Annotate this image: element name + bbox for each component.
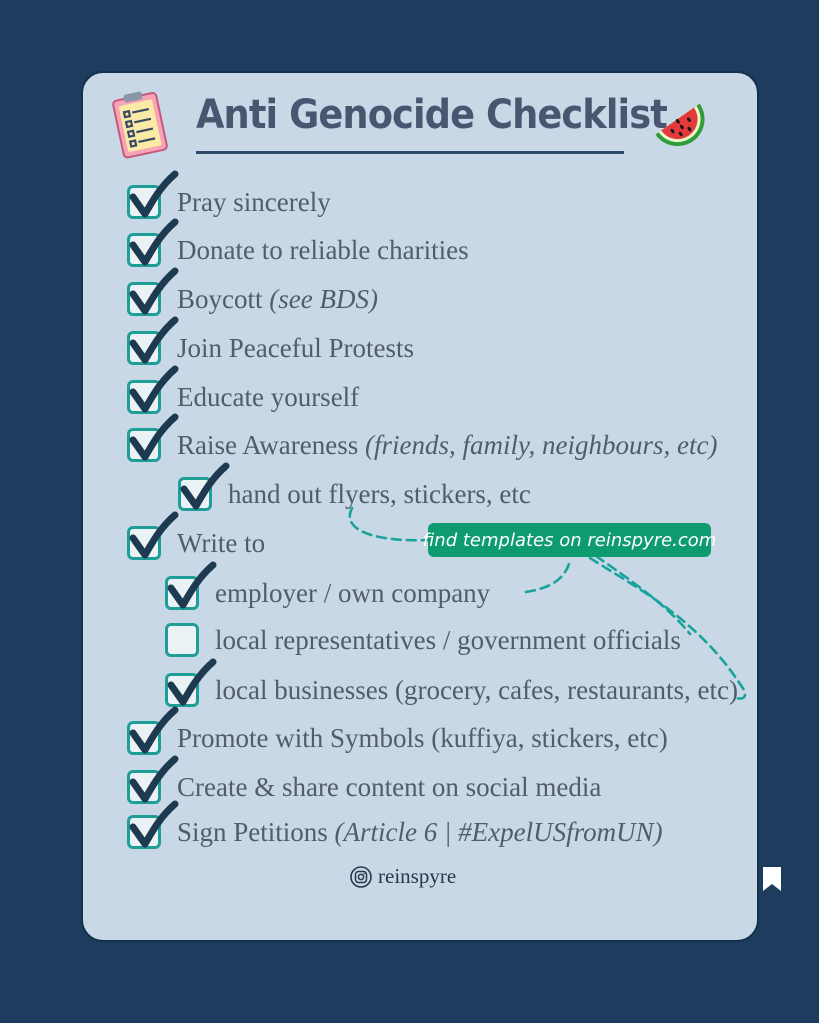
checklist-item-label — [177, 430, 717, 461]
checkbox-checked[interactable] — [127, 815, 161, 849]
instagram-handle[interactable] — [350, 864, 456, 889]
watermelon-icon — [650, 96, 712, 152]
checkbox-checked[interactable] — [127, 185, 161, 219]
checklist-item — [165, 573, 490, 613]
templates-callout[interactable]: find templates on reinspyre.com — [428, 523, 711, 557]
item-text: Write to — [177, 527, 266, 558]
checklist-item-label — [177, 382, 359, 413]
checkbox-checked[interactable] — [127, 233, 161, 267]
checklist-item-label — [177, 284, 378, 315]
checkmark-icon — [127, 413, 181, 467]
bookmark-icon[interactable] — [762, 866, 782, 892]
checkbox-checked[interactable] — [127, 380, 161, 414]
clipboard-icon — [110, 88, 172, 160]
checklist-item — [178, 474, 531, 514]
checkmark-icon — [127, 800, 181, 854]
checklist-item — [127, 377, 359, 417]
checklist-item — [127, 328, 414, 368]
checkmark-icon — [127, 170, 181, 224]
handle-text: reinspyre — [378, 864, 457, 888]
checklist-item — [127, 718, 668, 758]
item-text: Promote with Symbols (kuffiya, stickers, etc) — [177, 722, 668, 753]
checklist-item — [127, 812, 663, 852]
page-title: Anti Genocide Checklist — [196, 92, 667, 138]
item-note: (Article 6 | #ExpelUSfromUN) — [334, 816, 663, 847]
checkmark-icon — [127, 316, 181, 370]
checklist-item — [127, 182, 331, 222]
item-note: (see BDS) — [269, 283, 378, 314]
checkbox-checked[interactable] — [127, 428, 161, 462]
checklist-item-label — [215, 625, 681, 656]
checkbox-checked[interactable] — [165, 576, 199, 610]
checklist-item-label — [177, 723, 668, 754]
checklist-item-label — [177, 235, 469, 266]
checklist-item-label — [177, 772, 601, 803]
checklist-item — [165, 670, 738, 710]
checklist-item — [127, 767, 601, 807]
item-text: Sign Petitions — [177, 816, 335, 847]
checkmark-icon — [165, 658, 219, 712]
checklist-item — [127, 523, 265, 563]
checklist-item-label — [215, 578, 490, 609]
item-text: Pray sincerely — [177, 186, 331, 217]
checkbox-checked[interactable] — [127, 282, 161, 316]
item-text: Create & share content on social media — [177, 771, 602, 802]
checkmark-icon — [165, 561, 219, 615]
checkmark-icon — [127, 706, 181, 760]
item-text: Boycott — [177, 283, 270, 314]
checkmark-icon — [127, 267, 181, 321]
checklist-item-label — [215, 675, 738, 706]
instagram-icon — [350, 866, 372, 888]
item-text: hand out flyers, stickers, etc — [228, 478, 531, 509]
checkmark-icon — [127, 511, 181, 565]
item-text: Raise Awareness — [177, 429, 365, 460]
checklist-item — [165, 620, 681, 660]
checkbox-checked[interactable] — [127, 331, 161, 365]
item-text: Donate to reliable charities — [177, 234, 469, 265]
checklist-item — [127, 279, 378, 319]
checkbox-checked[interactable] — [127, 721, 161, 755]
checkmark-icon — [178, 462, 232, 516]
checkbox-checked[interactable] — [127, 526, 161, 560]
item-text: Educate yourself — [177, 381, 360, 412]
checkbox-checked[interactable] — [127, 770, 161, 804]
title-underline — [196, 151, 624, 154]
checklist-item-label — [177, 817, 663, 848]
checklist-item — [127, 230, 469, 270]
checklist-item — [127, 425, 717, 465]
checkmark-icon — [127, 218, 181, 272]
checklist-item-label — [177, 528, 265, 559]
item-text: local businesses (grocery, cafes, restaurants, etc) — [215, 674, 739, 705]
checklist-item-label — [177, 187, 331, 218]
item-text: local representatives / government officials — [215, 624, 681, 655]
checkmark-icon — [127, 365, 181, 419]
checkbox-checked[interactable] — [178, 477, 212, 511]
checkbox-checked[interactable] — [165, 673, 199, 707]
item-text: Join Peaceful Protests — [177, 332, 414, 363]
checklist-item-label — [177, 333, 414, 364]
item-note: (friends, family, neighbours, etc) — [364, 429, 718, 460]
checkbox-unchecked[interactable] — [165, 623, 199, 657]
item-text: employer / own company — [215, 577, 491, 608]
checklist-item-label — [228, 479, 531, 510]
